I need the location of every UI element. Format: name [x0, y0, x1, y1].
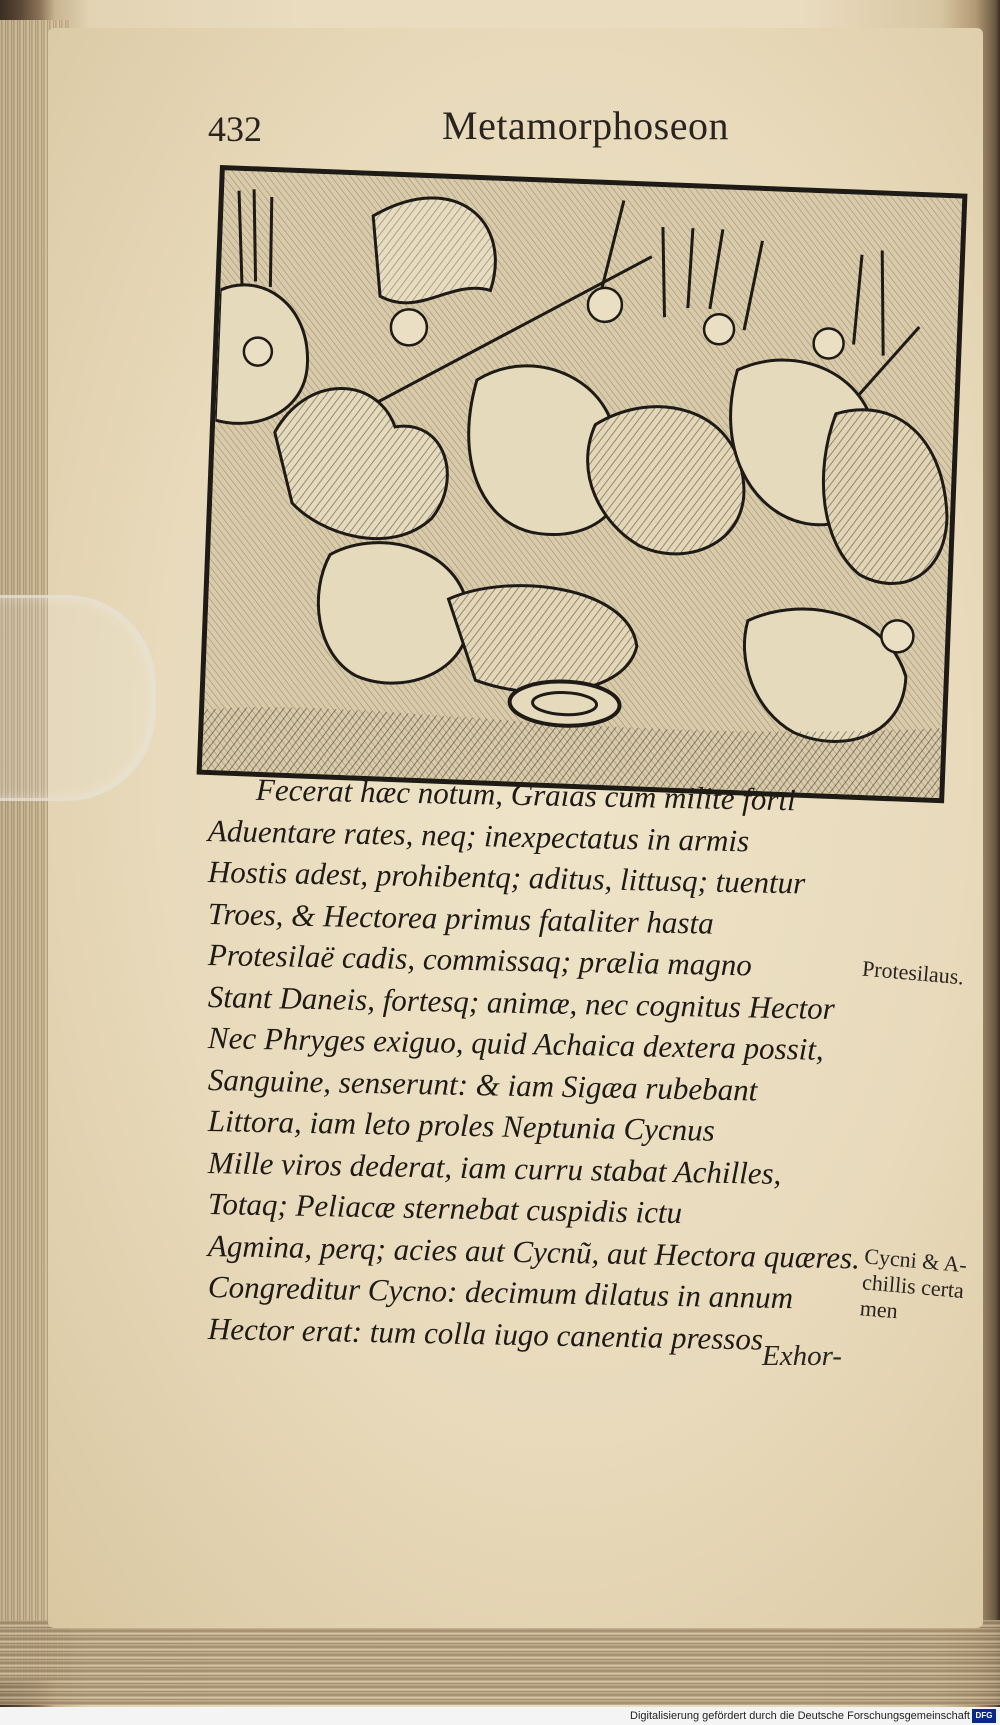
verse-line: Stant Daneis, fortesq; animæ, nec cognitus Hector: [207, 978, 836, 1026]
page-edges-bottom: [0, 1620, 1000, 1705]
verse-line: Agmina, perq; acies aut Cycnũ, aut Hectora quæres.: [207, 1227, 861, 1276]
verse-line: Totaq; Peliacæ sternebat cuspidis ictu: [207, 1186, 683, 1231]
verse-line: Nec Phryges exiguo, quid Achaica dextera possit,: [207, 1020, 825, 1067]
verse-line: Littora, iam leto proles Neptunia Cycnus: [207, 1103, 716, 1148]
verse-line: Aduentare rates, neq; inexpectatus in armis: [207, 812, 750, 858]
dfg-logo: DFG: [972, 1709, 996, 1723]
verse-line: Mille viros dederat, iam curru stabat Achilles,: [207, 1144, 782, 1191]
verse-line: Sanguine, senserunt: & iam Sigæa rubebant: [207, 1061, 758, 1108]
marginal-note-line: men: [858, 1295, 899, 1324]
verse-line: Protesilaë cadis, commissaq; prælia magno: [207, 937, 753, 983]
verse-line: Hostis adest, prohibentq; aditus, littusq; tuentur: [207, 854, 806, 901]
verse-line: Troes, & Hectorea primus fataliter hasta: [207, 895, 715, 941]
verse-line: Fecerat hæc notum, Graias cum milite forti: [255, 771, 797, 818]
footer-text: Digitalisierung gefördert durch die Deutsche Forschungsgemeinschaft: [630, 1710, 970, 1722]
verse-line: Congreditur Cycno: decimum dilatus in annum: [207, 1269, 794, 1316]
marginal-note-line: chillis certa: [861, 1269, 965, 1304]
catchword: Exhor-: [762, 1340, 842, 1372]
verse-line: Hector erat: tum colla iugo canentia pressos: [207, 1310, 764, 1357]
digitization-footer: [0, 1707, 1000, 1725]
marginal-note-cycnus-achilles: [859, 1243, 975, 1330]
woodcut-illustration: [197, 165, 968, 803]
marginal-note-protesilaus: Protesilaus.: [861, 955, 966, 990]
running-title: Metamorphoseon: [442, 103, 729, 148]
plastic-page-clip: [0, 595, 156, 801]
marginal-note-line: Cycni & A-: [863, 1243, 968, 1278]
page-number: 432: [208, 109, 262, 149]
